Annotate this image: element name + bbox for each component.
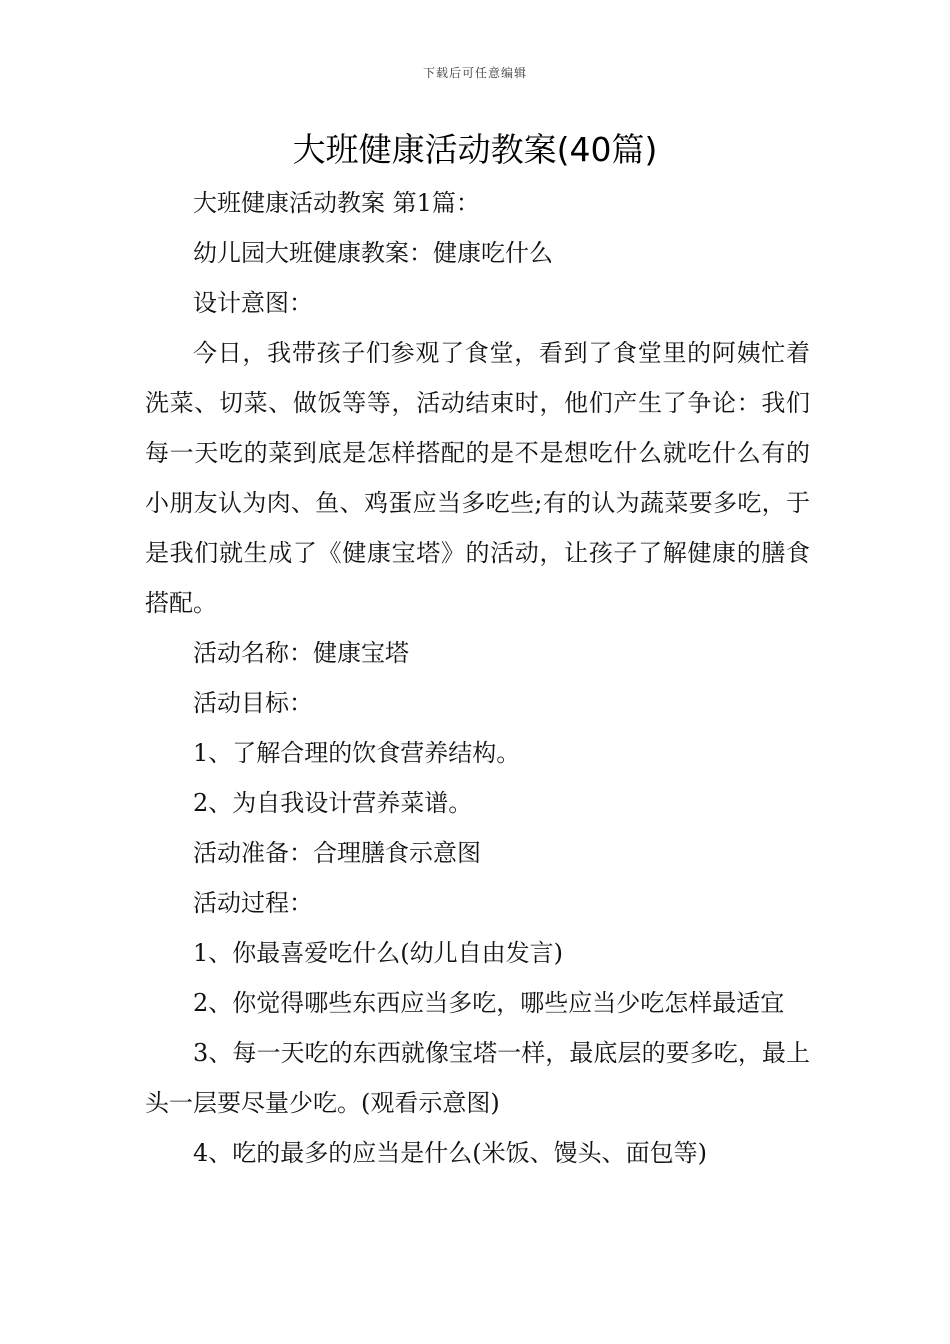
paragraph: 活动名称：健康宝塔 bbox=[193, 639, 409, 667]
document-title: 大班健康活动教案(40篇) bbox=[292, 130, 658, 169]
paragraph: 大班健康活动教案 第1篇： bbox=[193, 189, 480, 217]
paragraph: 2、为自我设计营养菜谱。 bbox=[193, 789, 473, 817]
paragraph: 活动准备：合理膳食示意图 bbox=[193, 839, 481, 867]
page-header-note: 下载后可任意编辑 bbox=[422, 66, 527, 80]
paragraph: 幼儿园大班健康教案：健康吃什么 bbox=[193, 239, 553, 267]
paragraph: 活动目标： bbox=[193, 689, 313, 717]
document-body bbox=[145, 178, 810, 1178]
paragraph: 活动过程： bbox=[193, 889, 313, 917]
paragraph: 3、每一天吃的东西就像宝塔一样，最底层的要多吃，最上头一层要尽量少吃。(观看示意图) bbox=[145, 1039, 810, 1117]
paragraph: 1、你最喜爱吃什么(幼儿自由发言) bbox=[193, 939, 563, 967]
paragraph: 1、了解合理的饮食营养结构。 bbox=[193, 739, 521, 767]
paragraph: 今日，我带孩子们参观了食堂，看到了食堂里的阿姨忙着洗菜、切菜、做饭等等，活动结束时，他们产生了争论：我们每一天吃的菜到底是怎样搭配的是不是想吃什么就吃什么有的小朋友认为肉、鱼、鸡蛋应当多吃些;有的认为蔬菜要多吃，于是我们就生成了《健康宝塔》的活动，让孩子了解健康的膳食搭配。 bbox=[145, 339, 810, 617]
paragraph: 4、吃的最多的应当是什么(米饭、馒头、面包等) bbox=[193, 1139, 707, 1167]
paragraph: 2、你觉得哪些东西应当多吃，哪些应当少吃怎样最适宜 bbox=[193, 989, 785, 1017]
paragraph: 设计意图： bbox=[193, 289, 313, 317]
